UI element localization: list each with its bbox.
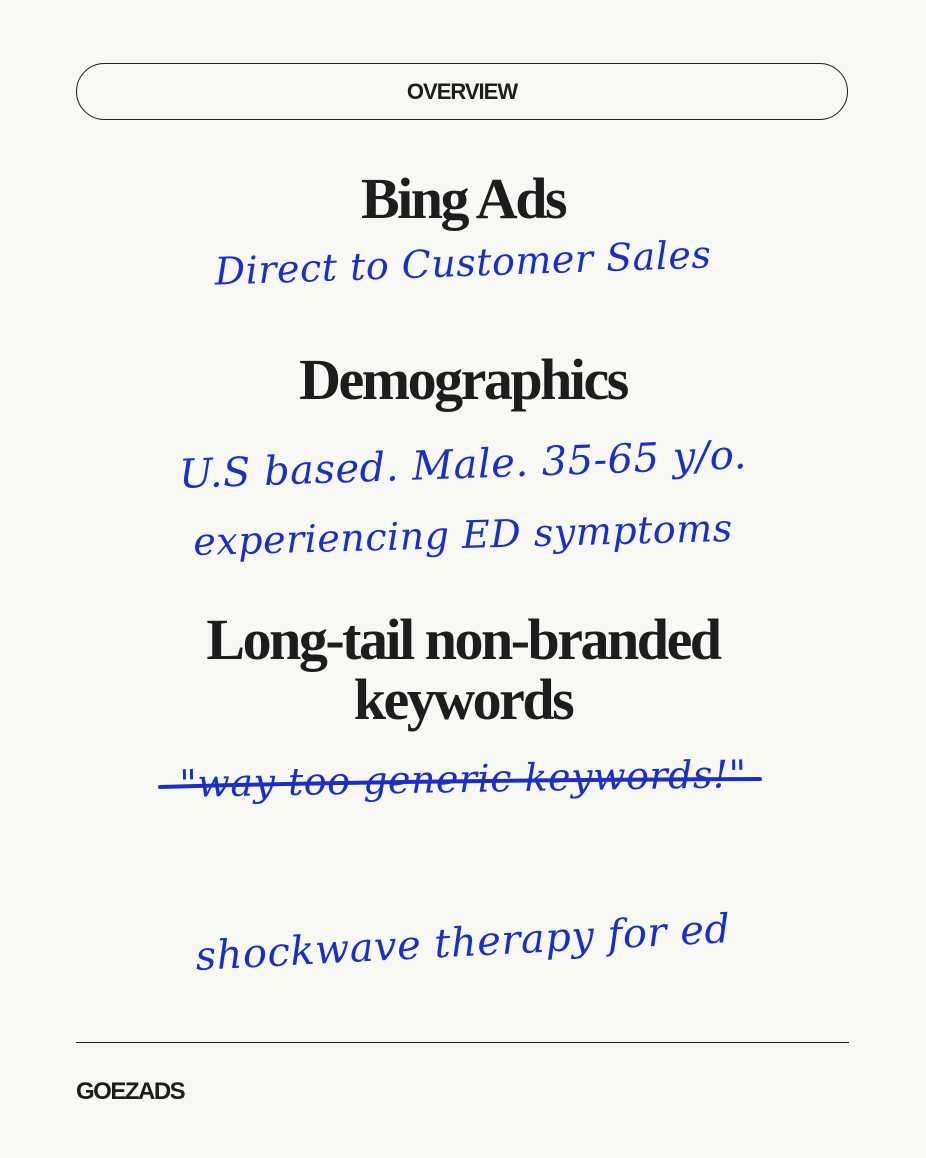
brand-name: GOEZADS bbox=[76, 1078, 185, 1105]
demographics-heading: Demographics bbox=[299, 347, 627, 412]
keywords-heading bbox=[0, 607, 926, 732]
demographics-note-line1: U.S based. Male. 35-65 y/o. bbox=[178, 432, 748, 498]
bing-ads-heading: Bing Ads bbox=[360, 166, 566, 231]
keywords-heading-line1: Long-tail non-branded bbox=[206, 607, 720, 672]
keywords-heading-line2: keywords bbox=[353, 667, 573, 732]
overview-label: OVERVIEW bbox=[406, 78, 518, 104]
demographics-note-line2: experiencing ED symptoms bbox=[192, 505, 734, 565]
bing-ads-note: Direct to Customer Sales bbox=[213, 232, 713, 294]
keyword-example: shockwave therapy for ed bbox=[194, 906, 732, 980]
overview-pill bbox=[76, 63, 848, 120]
struck-keywords-note: "way too generic keywords!" bbox=[178, 752, 748, 806]
footer-divider bbox=[76, 1042, 849, 1043]
